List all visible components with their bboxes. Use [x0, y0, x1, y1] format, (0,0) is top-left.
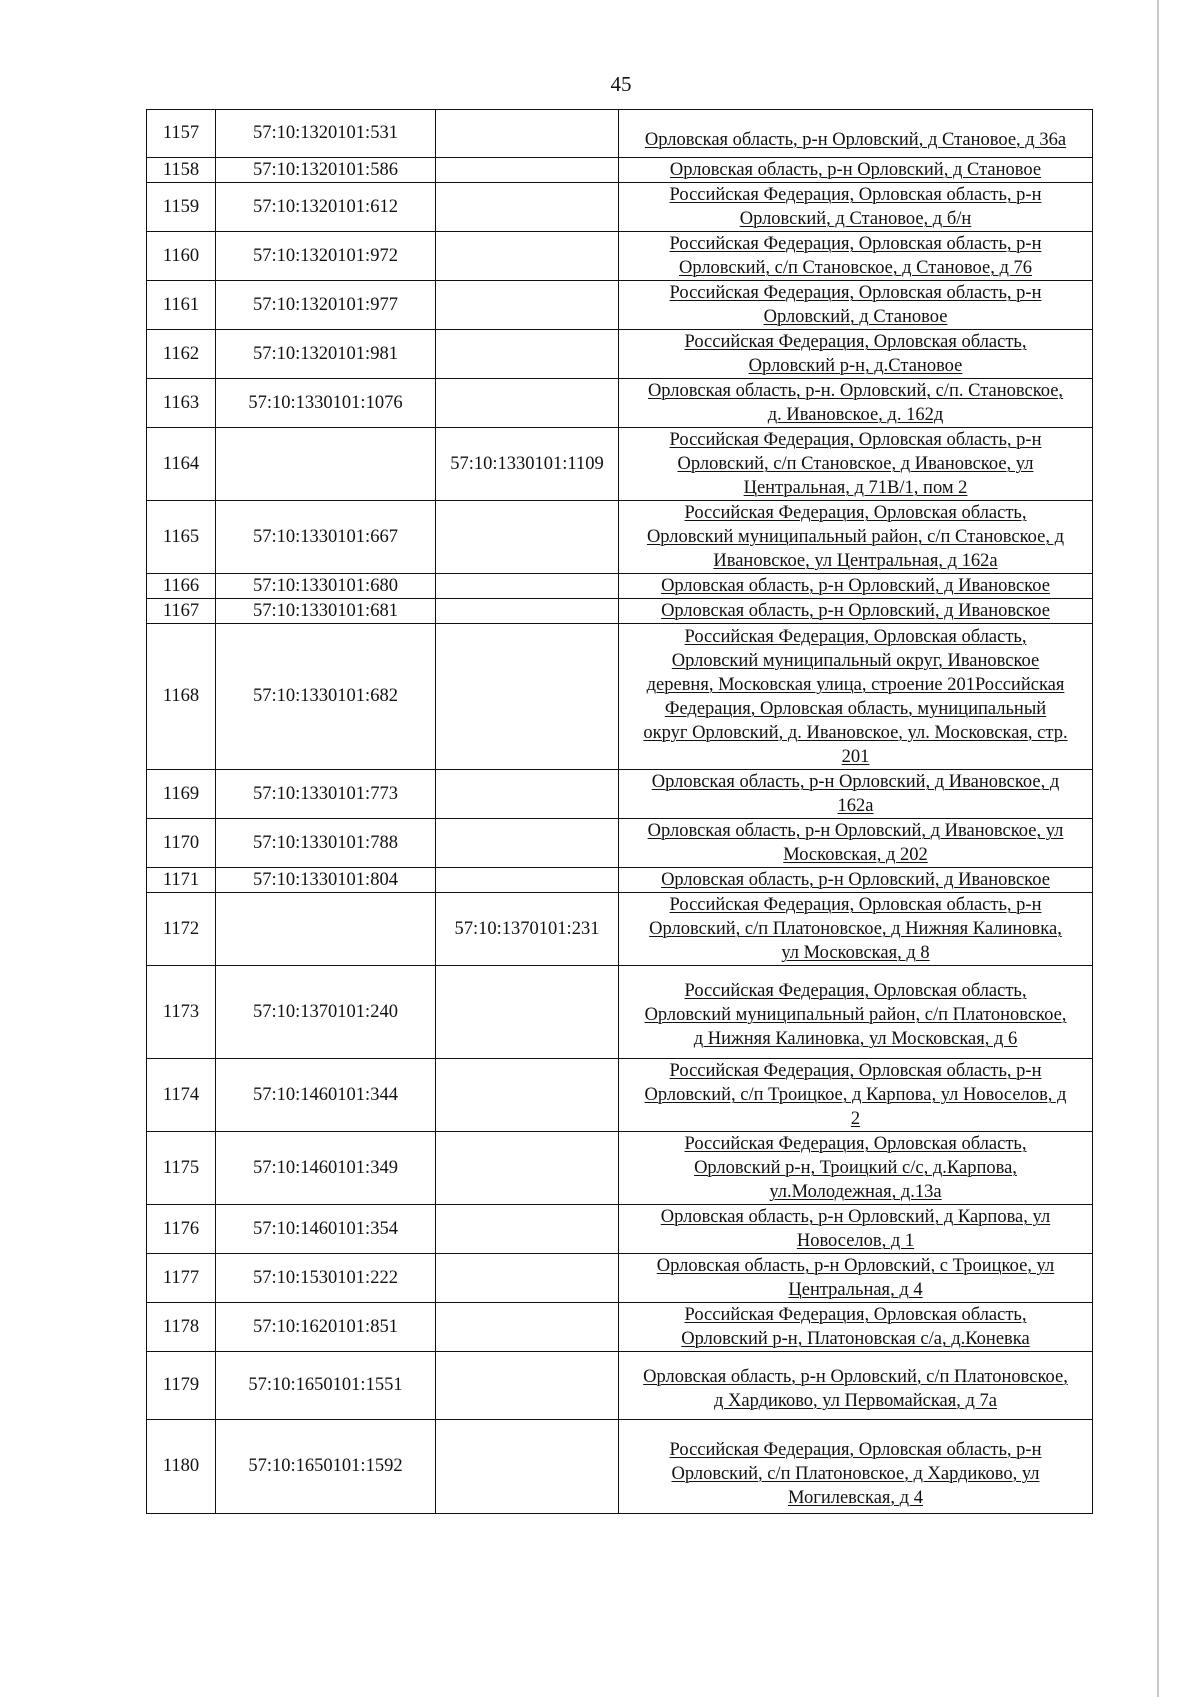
- row-number: 1167: [147, 599, 216, 624]
- cadastral-number-secondary: [436, 1059, 619, 1132]
- row-number: 1177: [147, 1254, 216, 1303]
- row-number: 1170: [147, 819, 216, 868]
- row-number: 1164: [147, 428, 216, 501]
- address-cell: [619, 330, 1093, 379]
- table-row: [147, 379, 1093, 428]
- address-line: д. Ивановское, д. 162д: [767, 405, 944, 425]
- cadastral-number: 57:10:1330101:680: [216, 574, 436, 599]
- address-line: Орловская область, р-н. Орловский, с/п. Становское,: [647, 381, 1064, 401]
- address-line: деревня, Московская улица, строение 201Российская: [646, 674, 1065, 695]
- address-line: Российская Федерация, Орловская область,: [684, 503, 1027, 523]
- address-cell: [619, 1132, 1093, 1205]
- address-line: Орловская область, р-н Орловский, д Ивановское, ул: [647, 821, 1064, 841]
- registry-rows: [147, 110, 1093, 1514]
- address-cell: [619, 1303, 1093, 1352]
- cadastral-number-secondary: [436, 110, 619, 158]
- cadastral-number-secondary: [436, 158, 619, 183]
- address-line: Орловский р-н, Платоновская с/а, д.Коневка: [681, 1329, 1030, 1349]
- table-row: [147, 158, 1093, 183]
- row-number: 1158: [147, 158, 216, 183]
- cadastral-number: 57:10:1320101:531: [216, 110, 436, 158]
- table-row: [147, 1205, 1093, 1254]
- address-line: Орловская область, р-н Орловский, д Становое: [669, 160, 1042, 180]
- address-line: Орловский муниципальный район, с/п Платоновское,: [644, 1005, 1067, 1025]
- table-row: [147, 893, 1093, 966]
- address-line: 2: [850, 1109, 861, 1129]
- table-row: [147, 428, 1093, 501]
- cadastral-number: [216, 893, 436, 966]
- address-line: Орловская область, р-н Орловский, д Становое, д 36а: [644, 129, 1067, 150]
- address-line: Российская Федерация, Орловская область,: [684, 981, 1027, 1001]
- address-cell: [619, 1352, 1093, 1420]
- address-line: Орловский, д Становое: [763, 307, 948, 327]
- cadastral-number-secondary: [436, 819, 619, 868]
- address-line: Орловский р-н, Троицкий с/с, д.Карпова,: [694, 1158, 1017, 1178]
- address-line: Орловская область, р-н Орловский, с/п Платоновское,: [643, 1366, 1068, 1387]
- address-line: д Хардиково, ул Первомайская, д 7а: [713, 1390, 998, 1411]
- cadastral-number: 57:10:1460101:349: [216, 1132, 436, 1205]
- address-line: ул Московская, д 8: [781, 943, 930, 963]
- cadastral-number: 57:10:1370101:240: [216, 966, 436, 1059]
- row-number: 1168: [147, 624, 216, 770]
- row-number: 1176: [147, 1205, 216, 1254]
- address-line: Могилевская, д 4: [788, 1487, 923, 1508]
- cadastral-number-secondary: [436, 183, 619, 232]
- address-cell: [619, 281, 1093, 330]
- cadastral-number-secondary: [436, 232, 619, 281]
- cadastral-number-secondary: [436, 966, 619, 1059]
- address-cell: [619, 379, 1093, 428]
- address-line: Орловский муниципальный район, с/п Становское, д: [646, 527, 1065, 547]
- table-row: [147, 1420, 1093, 1514]
- address-cell: [619, 110, 1093, 158]
- table-row: [147, 1254, 1093, 1303]
- row-number: 1165: [147, 501, 216, 574]
- address-line: 201: [841, 746, 870, 767]
- address-line: Российская Федерация, Орловская область,: [684, 1305, 1027, 1325]
- cadastral-number-secondary: [436, 330, 619, 379]
- cadastral-number-secondary: [436, 379, 619, 428]
- row-number: 1163: [147, 379, 216, 428]
- cadastral-number-secondary: [436, 281, 619, 330]
- row-number: 1180: [147, 1420, 216, 1514]
- cadastral-number: 57:10:1530101:222: [216, 1254, 436, 1303]
- address-line: ул.Молодежная, д.13а: [769, 1182, 942, 1202]
- address-cell: [619, 1420, 1093, 1514]
- table-row: [147, 501, 1093, 574]
- address-cell: [619, 183, 1093, 232]
- address-line: Российская Федерация, Орловская область,: [684, 1134, 1027, 1154]
- table-row: [147, 624, 1093, 770]
- row-number: 1157: [147, 110, 216, 158]
- address-line: 162а: [837, 796, 874, 816]
- table-row: [147, 1303, 1093, 1352]
- page-edge-line: [1157, 0, 1159, 1697]
- cadastral-number-secondary: [436, 868, 619, 893]
- address-line: Орловский, д Становое, д б/н: [739, 209, 972, 229]
- cadastral-number-secondary: [436, 574, 619, 599]
- address-line: Орловский муниципальный округ, Ивановское: [671, 650, 1040, 671]
- row-number: 1179: [147, 1352, 216, 1420]
- address-cell: [619, 574, 1093, 599]
- row-number: 1175: [147, 1132, 216, 1205]
- cadastral-number: 57:10:1330101:804: [216, 868, 436, 893]
- address-line: Российская Федерация, Орловская область, р-н: [669, 895, 1042, 915]
- cadastral-number: 57:10:1620101:851: [216, 1303, 436, 1352]
- cadastral-number: 57:10:1320101:586: [216, 158, 436, 183]
- cadastral-number: 57:10:1330101:1076: [216, 379, 436, 428]
- address-line: Российская Федерация, Орловская область, р-н: [669, 1439, 1042, 1460]
- address-line: Московская, д 202: [783, 845, 928, 865]
- address-cell: [619, 158, 1093, 183]
- registry-table: [146, 109, 1093, 1514]
- cadastral-number: 57:10:1320101:981: [216, 330, 436, 379]
- cadastral-number: 57:10:1320101:972: [216, 232, 436, 281]
- address-line: Центральная, д 71В/1, пом 2: [743, 478, 968, 498]
- cadastral-number-secondary: 57:10:1330101:1109: [436, 428, 619, 501]
- row-number: 1173: [147, 966, 216, 1059]
- address-cell: [619, 1059, 1093, 1132]
- address-cell: [619, 868, 1093, 893]
- cadastral-number: 57:10:1650101:1592: [216, 1420, 436, 1514]
- address-cell: [619, 599, 1093, 624]
- row-number: 1178: [147, 1303, 216, 1352]
- cadastral-number: 57:10:1460101:354: [216, 1205, 436, 1254]
- cadastral-number: 57:10:1330101:681: [216, 599, 436, 624]
- table-row: [147, 966, 1093, 1059]
- cadastral-number-secondary: [436, 1352, 619, 1420]
- address-line: Орловский, с/п Становское, д Становое, д 76: [678, 258, 1033, 278]
- row-number: 1171: [147, 868, 216, 893]
- address-line: Орловский, с/п Платоновское, д Хардиково, ул: [671, 1463, 1040, 1484]
- address-line: Российская Федерация, Орловская область, р-н: [669, 283, 1042, 303]
- address-line: Ивановское, ул Центральная, д 162а: [713, 551, 998, 571]
- address-line: Российская Федерация, Орловская область, р-н: [669, 1061, 1042, 1081]
- address-line: Орловская область, р-н Орловский, д Карпова, ул: [660, 1207, 1051, 1227]
- cadastral-number: 57:10:1320101:612: [216, 183, 436, 232]
- address-line: Орловская область, р-н Орловский, д Ивановское: [661, 576, 1050, 596]
- cadastral-number-secondary: [436, 1132, 619, 1205]
- row-number: 1169: [147, 770, 216, 819]
- address-line: Центральная, д 4: [788, 1280, 923, 1300]
- row-number: 1160: [147, 232, 216, 281]
- table-row: [147, 574, 1093, 599]
- cadastral-number: 57:10:1330101:788: [216, 819, 436, 868]
- address-cell: [619, 501, 1093, 574]
- table-row: [147, 232, 1093, 281]
- cadastral-number-secondary: 57:10:1370101:231: [436, 893, 619, 966]
- row-number: 1161: [147, 281, 216, 330]
- address-line: Российская Федерация, Орловская область, р-н: [669, 185, 1042, 205]
- address-line: Новоселов, д 1: [796, 1231, 915, 1251]
- row-number: 1172: [147, 893, 216, 966]
- table-row: [147, 110, 1093, 158]
- table-row: [147, 599, 1093, 624]
- address-cell: [619, 819, 1093, 868]
- table-row: [147, 183, 1093, 232]
- address-cell: [619, 1254, 1093, 1303]
- address-cell: [619, 966, 1093, 1059]
- row-number: 1162: [147, 330, 216, 379]
- cadastral-number-secondary: [436, 1303, 619, 1352]
- table-row: [147, 1059, 1093, 1132]
- table-row: [147, 819, 1093, 868]
- address-line: Российская Федерация, Орловская область, р-н: [669, 234, 1042, 254]
- cadastral-number-secondary: [436, 770, 619, 819]
- cadastral-number: 57:10:1330101:667: [216, 501, 436, 574]
- cadastral-number-secondary: [436, 1254, 619, 1303]
- address-line: Орловская область, р-н Орловский, д Ивановское, д: [651, 772, 1060, 792]
- cadastral-number-secondary: [436, 1420, 619, 1514]
- address-line: д Нижняя Калиновка, ул Московская, д 6: [693, 1029, 1018, 1049]
- table-row: [147, 1132, 1093, 1205]
- address-cell: [619, 624, 1093, 770]
- address-line: Орловская область, р-н Орловский, с Троицкое, ул: [656, 1256, 1055, 1276]
- table-row: [147, 1352, 1093, 1420]
- address-line: Федерация, Орловская область, муниципальный: [664, 698, 1047, 719]
- address-line: Орловский р-н, д.Становое: [748, 356, 963, 376]
- table-row: [147, 868, 1093, 893]
- cadastral-number-secondary: [436, 599, 619, 624]
- address-cell: [619, 1205, 1093, 1254]
- cadastral-number: 57:10:1320101:977: [216, 281, 436, 330]
- address-cell: [619, 232, 1093, 281]
- address-line: округ Орловский, д. Ивановское, ул. Московская, стр.: [643, 722, 1068, 743]
- cadastral-number: 57:10:1330101:682: [216, 624, 436, 770]
- address-line: Российская Федерация, Орловская область,: [684, 332, 1027, 352]
- address-line: Российская Федерация, Орловская область, р-н: [669, 430, 1042, 450]
- cadastral-number: [216, 428, 436, 501]
- cadastral-number-secondary: [436, 1205, 619, 1254]
- row-number: 1174: [147, 1059, 216, 1132]
- address-cell: [619, 770, 1093, 819]
- page-number: 45: [610, 72, 632, 96]
- cadastral-number: 57:10:1460101:344: [216, 1059, 436, 1132]
- row-number: 1166: [147, 574, 216, 599]
- cadastral-number: 57:10:1330101:773: [216, 770, 436, 819]
- address-cell: [619, 428, 1093, 501]
- address-line: Орловская область, р-н Орловский, д Ивановское: [661, 870, 1050, 890]
- cadastral-number-secondary: [436, 624, 619, 770]
- row-number: 1159: [147, 183, 216, 232]
- table-row: [147, 770, 1093, 819]
- address-line: Орловский, с/п Троицкое, д Карпова, ул Новоселов, д: [644, 1085, 1067, 1105]
- address-line: Орловский, с/п Становское, д Ивановское, ул: [677, 454, 1034, 474]
- table-row: [147, 281, 1093, 330]
- address-cell: [619, 893, 1093, 966]
- cadastral-number: 57:10:1650101:1551: [216, 1352, 436, 1420]
- address-line: Российская Федерация, Орловская область,: [684, 626, 1027, 647]
- table-row: [147, 330, 1093, 379]
- address-line: Орловский, с/п Платоновское, д Нижняя Калиновка,: [649, 919, 1062, 939]
- address-line: Орловская область, р-н Орловский, д Ивановское: [661, 601, 1050, 621]
- cadastral-number-secondary: [436, 501, 619, 574]
